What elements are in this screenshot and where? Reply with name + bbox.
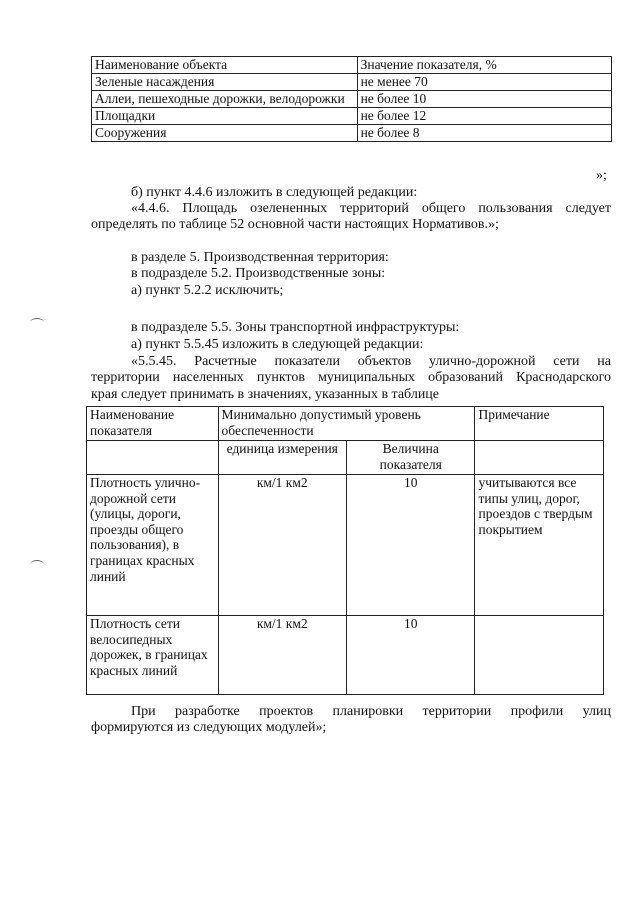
paragraph-line: территории населенных пунктов муниципальных образований Краснодарского [91,370,611,385]
punch-hole-mark [30,560,44,569]
street-network-table [86,406,604,695]
table-cell [475,616,604,695]
punch-hole-mark [30,318,44,327]
table-cell: не менее 70 [357,74,611,91]
header-cell-level: Минимально допустимый уровень обеспеченности [218,407,475,441]
table-row [87,616,604,695]
header-cell-name: Наименование показателя [87,407,219,441]
paragraph-line: «5.5.45. Расчетные показатели объектов улично-дорожной сети на [131,354,611,369]
table-cell: Площадки [92,108,358,125]
table-cell: км/1 км2 [218,616,346,695]
table-header-row [92,57,612,74]
header-cell-value: Величина показателя [347,441,475,475]
paragraph-line: При разработке проектов планировки территории профили улиц [131,704,611,719]
table-row [92,74,612,91]
paragraph-line: «4.4.6. Площадь озелененных территорий общего пользования следует [131,201,611,216]
paragraph: в разделе 5. Производственная территория: [131,250,389,265]
header-cell-empty [475,441,604,475]
table-cell: учитываются все типы улиц, дорог, проездов с твердым покрытием [475,475,604,616]
paragraph-line: определять по таблице 52 основной части настоящих Нормативов.»; [91,217,499,232]
paragraph: а) пункт 5.2.2 исключить; [131,283,284,298]
quote-end: »; [596,168,607,183]
table-cell: Аллеи, пешеходные дорожки, велодорожки [92,91,358,108]
header-cell: Наименование объекта [92,57,358,74]
header-cell-unit: единица измерения [218,441,346,475]
paragraph: б) пункт 4.4.6 изложить в следующей редакции: [131,185,418,200]
table-cell: Зеленые насаждения [92,74,358,91]
paragraph: а) пункт 5.5.45 изложить в следующей редакции: [131,337,424,352]
table-cell: не более 10 [357,91,611,108]
paragraph: в подразделе 5.2. Производственные зоны: [131,266,386,281]
table-cell: 10 [347,616,475,695]
header-cell-empty [87,441,219,475]
table-cell: км/1 км2 [218,475,346,616]
paragraph: в подразделе 5.5. Зоны транспортной инфраструктуры: [131,320,460,335]
green-areas-table [91,56,612,142]
table-row [92,125,612,142]
header-cell-note: Примечание [475,407,604,441]
table-cell: Сооружения [92,125,358,142]
table-cell: Плотность сети велосипедных дорожек, в границах красных линий [87,616,219,695]
table-cell: не более 12 [357,108,611,125]
table-row [92,91,612,108]
header-cell: Значение показателя, % [357,57,611,74]
table-cell: 10 [347,475,475,616]
paragraph-line: формируются из следующих модулей»; [91,720,327,735]
paragraph-line: края следует принимать в значениях, указанных в таблице [91,387,440,402]
table-row [92,108,612,125]
table-cell: не более 8 [357,125,611,142]
table-header-row [87,407,604,441]
table-subheader-row [87,441,604,475]
table-row [87,475,604,616]
table-cell: Плотность улично-дорожной сети (улицы, дороги, проезды общего пользования), в границах красных линий [87,475,219,616]
